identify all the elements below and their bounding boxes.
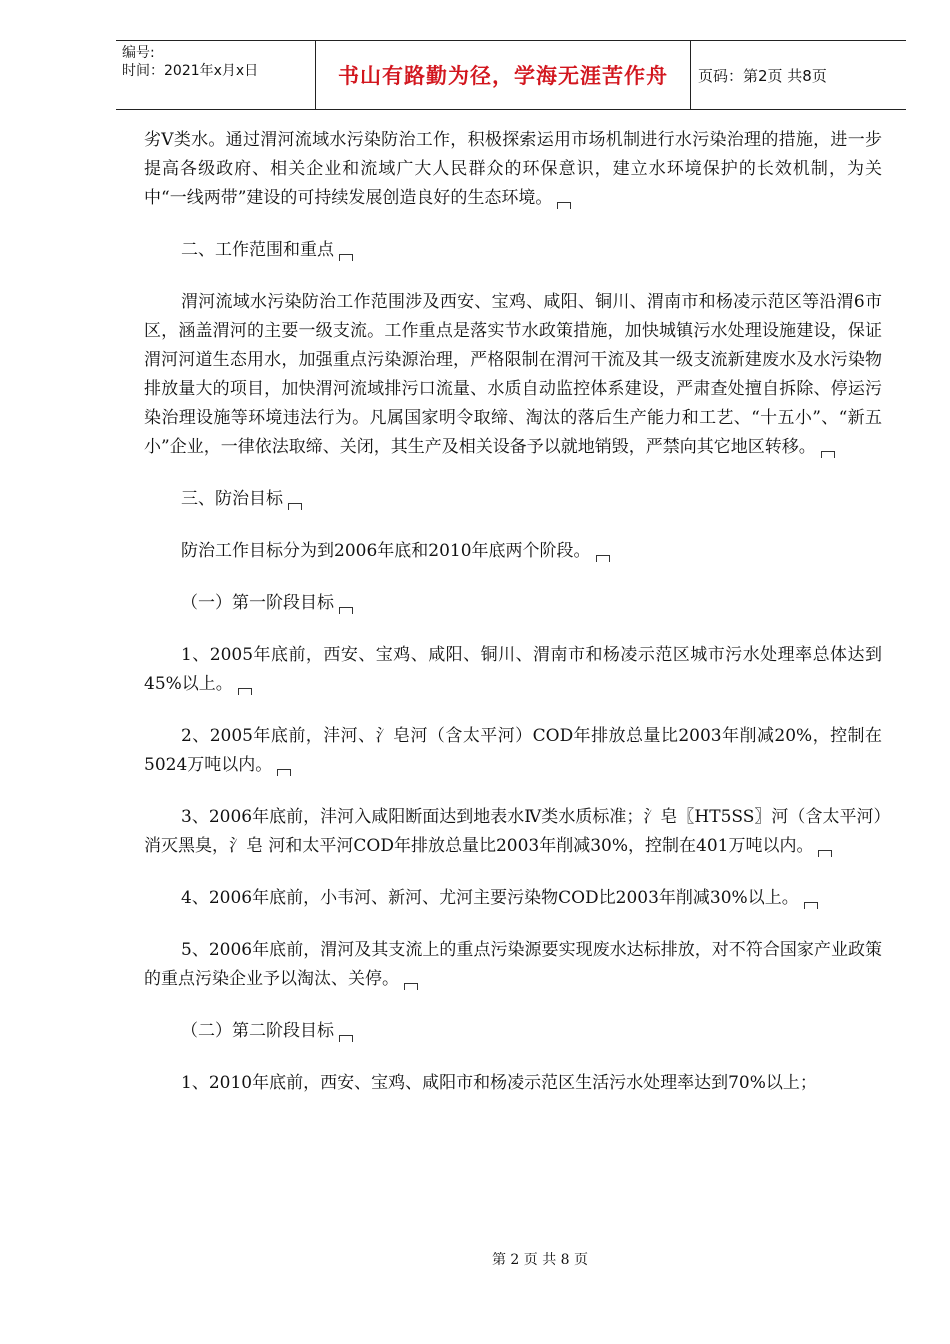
header-meta bbox=[116, 41, 316, 109]
paragraph-text: 1、2005年底前，西安、宝鸡、咸阳、铜川、渭南市和杨凌示范区城市污水处理率总体达到45%以上。 bbox=[144, 645, 882, 694]
paragraph-mark-icon bbox=[288, 503, 302, 510]
paragraph-mark-icon bbox=[339, 1035, 353, 1042]
paragraph-text: 4、2006年底前，小韦河、新河、尤河主要污染物COD比2003年削减30%以上。 bbox=[181, 888, 799, 908]
heading-text: （二）第二阶段目标 bbox=[181, 1021, 334, 1041]
heading-text: 二、工作范围和重点 bbox=[181, 240, 334, 260]
paragraph-mark-icon bbox=[238, 688, 252, 695]
header-motto: 书山有路勤为径，学海无涯苦作舟 bbox=[338, 64, 668, 88]
paragraph-text: 1、2010年底前，西安、宝鸡、咸阳市和杨凌示范区生活污水处理率达到70%以上； bbox=[181, 1073, 817, 1093]
page-header bbox=[116, 40, 906, 110]
header-motto-cell bbox=[316, 41, 691, 109]
paragraph-text: 3、2006年底前，沣河入咸阳断面达到地表水Ⅳ类水质标准；氵皂〖HT5SS〗河（含太平河）消灭黑臭，氵皂 河和太平河COD年排放总量比2003年削减30%，控制在401万吨以内。 bbox=[144, 807, 882, 856]
list-item bbox=[144, 803, 882, 861]
heading-text: 三、防治目标 bbox=[181, 489, 283, 509]
document-body bbox=[144, 126, 882, 1121]
paragraph-mark-icon bbox=[818, 850, 832, 857]
paragraph-mark-icon bbox=[804, 902, 818, 909]
paragraph-mark-icon bbox=[821, 451, 835, 458]
paragraph bbox=[144, 288, 882, 462]
subsection-heading bbox=[144, 589, 882, 618]
paragraph-text: 劣Ⅴ类水。通过渭河流域水污染防治工作，积极探索运用市场机制进行水污染治理的措施，进一步提高各级政府、相关企业和流域广大人民群众的环保意识，建立水环境保护的长效机制，为关中“一线两带”建设的可持续发展创造良好的生态环境。 bbox=[144, 130, 882, 208]
document-number-label: 编号: bbox=[122, 45, 155, 61]
paragraph-mark-icon bbox=[596, 555, 610, 562]
list-item bbox=[144, 641, 882, 699]
paragraph-text: 渭河流域水污染防治工作范围涉及西安、宝鸡、咸阳、铜川、渭南市和杨凌示范区等沿渭6市区，涵盖渭河的主要一级支流。工作重点是落实节水政策措施，加快城镇污水处理设施建设，保证渭河河道生态用水，加强重点污染源治理，严格限制在渭河干流及其一级支流新建废水及水污染物排放量大的项目，加快渭河流域排污口流量、水质自动监控体系建设，严肃查处擅自拆除、停运污染治理设施等环境违法行为。凡属国家明令取缔、淘汰的落后生产能力和工艺、“十五小”、“新五小”企业，一律依法取缔、关闭，其生产及相关设备予以就地销毁，严禁向其它地区转移。 bbox=[144, 292, 882, 457]
paragraph bbox=[144, 126, 882, 213]
paragraph-text: 5、2006年底前，渭河及其支流上的重点污染源要实现废水达标排放，对不符合国家产业政策的重点污染企业予以淘汰、关停。 bbox=[144, 940, 882, 989]
paragraph-mark-icon bbox=[277, 769, 291, 776]
paragraph-mark-icon bbox=[339, 254, 353, 261]
subsection-heading bbox=[144, 1017, 882, 1046]
paragraph-mark-icon bbox=[404, 983, 418, 990]
section-heading bbox=[144, 236, 882, 265]
header-page-cell bbox=[690, 41, 906, 109]
section-heading bbox=[144, 485, 882, 514]
paragraph-text: 2、2005年底前，沣河、氵皂河（含太平河）COD年排放总量比2003年削减20%，控制在5024万吨以内。 bbox=[144, 726, 882, 775]
paragraph-mark-icon bbox=[557, 202, 571, 209]
list-item bbox=[144, 936, 882, 994]
paragraph-mark-icon bbox=[339, 607, 353, 614]
paragraph-text: 防治工作目标分为到2006年底和2010年底两个阶段。 bbox=[181, 541, 591, 561]
heading-text: （一）第一阶段目标 bbox=[181, 593, 334, 613]
document-time-label: 时间：2021年x月x日 bbox=[122, 63, 259, 79]
list-item bbox=[144, 1069, 882, 1098]
page-footer: 第 2 页 共 8 页 bbox=[491, 1252, 589, 1268]
paragraph bbox=[144, 537, 882, 566]
header-page-label: 页码：第2页 共8页 bbox=[698, 66, 827, 85]
list-item bbox=[144, 722, 882, 780]
list-item bbox=[144, 884, 882, 913]
